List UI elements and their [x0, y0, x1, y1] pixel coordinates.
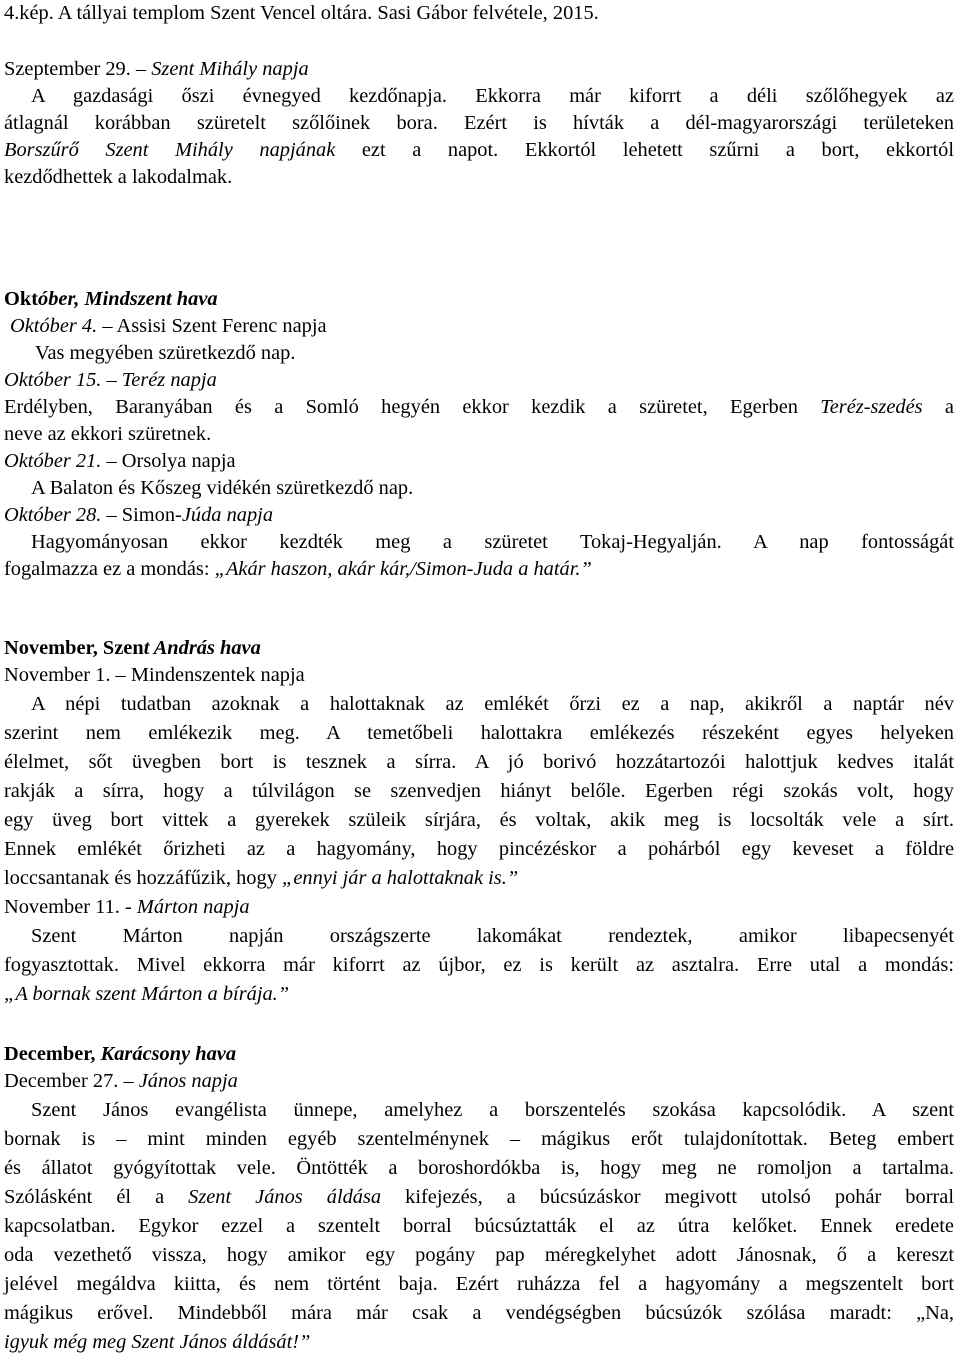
saint-name: – Orsolya napja: [101, 450, 236, 472]
date-label: December 27. –: [4, 1070, 139, 1092]
italic-phrase: Borszűrő Szent Mihály napjának: [4, 139, 336, 161]
paragraph-line: kezdődhettek a lakodalmak.: [4, 166, 233, 188]
saint-name: Szent Mihály napja: [151, 58, 309, 80]
paragraph-line: [4, 981, 954, 1008]
saying-quote: „A bornak szent Márton a bírája.”: [4, 983, 290, 1005]
italic-phrase: Teréz-szedés: [820, 396, 923, 418]
paragraph-line: egy üveg bort vittek a gyerekek szüleik sírjára, és voltak, akik meg is locsolták vele a sírt.: [4, 809, 954, 831]
text-span: ezt a napot. Ekkortól lehetett szűrni a bort, ekkortól: [335, 139, 954, 161]
saint-name: Márton napja: [136, 896, 250, 918]
date-label: Október 28.: [4, 504, 102, 526]
heading-italic: óber, Mindszent hava: [38, 288, 218, 310]
date-heading-dec-27: [4, 1068, 954, 1095]
paragraph-line: A népi tudatban azoknak a halottaknak az emlékét őrzi ez a nap, akikről a naptár név: [31, 693, 954, 715]
paragraph-line: Hagyományosan ekkor kezdték meg a szüretet Tokaj-Hegyalján. A nap fontosságát: [31, 531, 954, 553]
date-label: Szeptember 29. –: [4, 58, 152, 80]
text-span: –: [101, 369, 122, 391]
saying-quote: igyuk még meg Szent János áldását!”: [4, 1331, 311, 1353]
paragraph-line: neve az ekkori szüretnek.: [4, 423, 212, 445]
text-span: Erdélyben, Baranyában és a Somló hegyén ekkor kezdik a szüretet, Egerben: [4, 396, 821, 418]
paragraph-line: jelével megáldva kiitta, és nem történt baja. Ezért ruházza fel a hagyomány a megszentelt bort: [4, 1273, 954, 1295]
saying-quote: „Akár haszon, akár kár,/Simon-Juda a határ.”: [214, 558, 592, 580]
paragraph-line: fogyasztottak. Mivel ekkorra már kiforrt az újbor, ez is került az asztalra. Erre utal a mondás:: [4, 954, 954, 976]
heading-part: November, Szen: [4, 637, 144, 659]
heading-italic: t András hava: [143, 637, 261, 659]
paragraph-line: oda vezethető vissza, hogy amikor egy pogány pap méregkelyhet adott Jánosnak, ő a kereszt: [4, 1244, 954, 1266]
paragraph-line: [4, 1329, 954, 1356]
saint-name: Teréz napja: [121, 369, 217, 391]
section-heading-december: [4, 1041, 954, 1068]
date-label: Október 21.: [4, 450, 102, 472]
date-label: Október 15.: [4, 369, 102, 391]
paragraph-line: és állatot gyógyítottak vele. Öntötték a boroshordókba is, hogy meg ne romoljon a tartalma.: [4, 1157, 954, 1179]
date-label: November 11. -: [4, 896, 137, 918]
text-span: Szólásként él a: [4, 1186, 189, 1208]
paragraph-line: [4, 394, 954, 421]
paragraph-line: bornak is – mint minden egyéb szentelménynek – mágikus erőt tulajdonítottak. Beteg embert: [4, 1128, 954, 1150]
saying-quote: „ennyi jár a halottaknak is.”: [282, 867, 519, 889]
text-span: loccsantanak és hozzáfűzik, hogy: [4, 867, 282, 889]
date-heading-oct-21: [4, 448, 954, 475]
paragraph-line: Vas megyében szüretkezdő nap.: [35, 342, 296, 364]
saint-name: Júda napja: [181, 504, 274, 526]
heading-part: December,: [4, 1043, 101, 1065]
heading-italic: Karácsony hava: [100, 1043, 237, 1065]
paragraph-line: A Balaton és Kőszeg vidékén szüretkezdő nap.: [31, 477, 414, 499]
paragraph-line: szerint nem emlékezik meg. A temetőbeli halottakra emlékezés részeként egyes helyeken: [4, 722, 954, 744]
paragraph-line: mágikus erővel. Mindebből mára már csak a vendégségben búcsúzók szólása maradt: „Na,: [4, 1302, 954, 1324]
figure-caption: 4.kép. A tállyai templom Szent Vencel oltára. Sasi Gábor felvétele, 2015.: [4, 2, 599, 24]
paragraph-line: élelmet, sőt üvegben bort is tesznek a sírra. A jó borivó hozzátartozói halottjuk kedves italát: [4, 751, 954, 773]
paragraph-line: rakják a sírra, hogy a túlvilágon se szenvedjen hiányt belőle. Egerben régi szokás volt, hogy: [4, 780, 954, 802]
paragraph-line: kapcsolatban. Egykor ezzel a szentelt borral búcsúztatták el az útra kelőket. Ennek eredete: [4, 1215, 954, 1237]
paragraph-line: Ennek emlékét őrizheti az a hagyomány, hogy pincézéskor a pohárból egy keveset a földre: [4, 838, 954, 860]
paragraph-line: A gazdasági őszi évnegyed kezdőnapja. Ekkorra már kiforrt a déli szőlőhegyek az: [31, 85, 954, 107]
text-span: a: [922, 396, 954, 418]
date-label: Október 4.: [10, 315, 98, 337]
text-span: fogalmazza ez a mondás:: [4, 558, 215, 580]
paragraph-line: [4, 137, 954, 164]
text-span: kifejezés, a búcsúzáskor megivott utolsó pohár borral: [381, 1186, 954, 1208]
paragraph-line: [4, 1184, 954, 1211]
paragraph-line: átlagnál korábban szüretelt szőlőinek bora. Ezért is hívták a dél-magyarországi területeken: [4, 112, 954, 134]
saint-name: – Assisi Szent Ferenc napja: [97, 315, 327, 337]
date-heading-oct-15: [4, 367, 954, 394]
paragraph-line: Szent János evangélista ünnepe, amelyhez a borszentelés szokása kapcsolódik. A szent: [31, 1099, 954, 1121]
date-heading-oct-4: [10, 313, 960, 340]
section-heading-november: [4, 635, 954, 662]
date-heading-nov-11: [4, 894, 954, 921]
paragraph-line: [4, 865, 954, 892]
date-heading-sep-29: [4, 56, 954, 83]
date-heading-nov-1: November 1. – Mindenszentek napja: [4, 664, 305, 686]
heading-part: Okt: [4, 288, 38, 310]
date-heading-oct-28: [4, 502, 954, 529]
italic-phrase: Szent János áldása: [188, 1186, 382, 1208]
text-span: – Simon-: [101, 504, 182, 526]
paragraph-line: [4, 556, 954, 583]
saint-name: János napja: [138, 1070, 238, 1092]
section-heading-october: [4, 286, 954, 313]
paragraph-line: Szent Márton napján országszerte lakomákat rendeztek, amikor libapecsenyét: [31, 925, 954, 947]
